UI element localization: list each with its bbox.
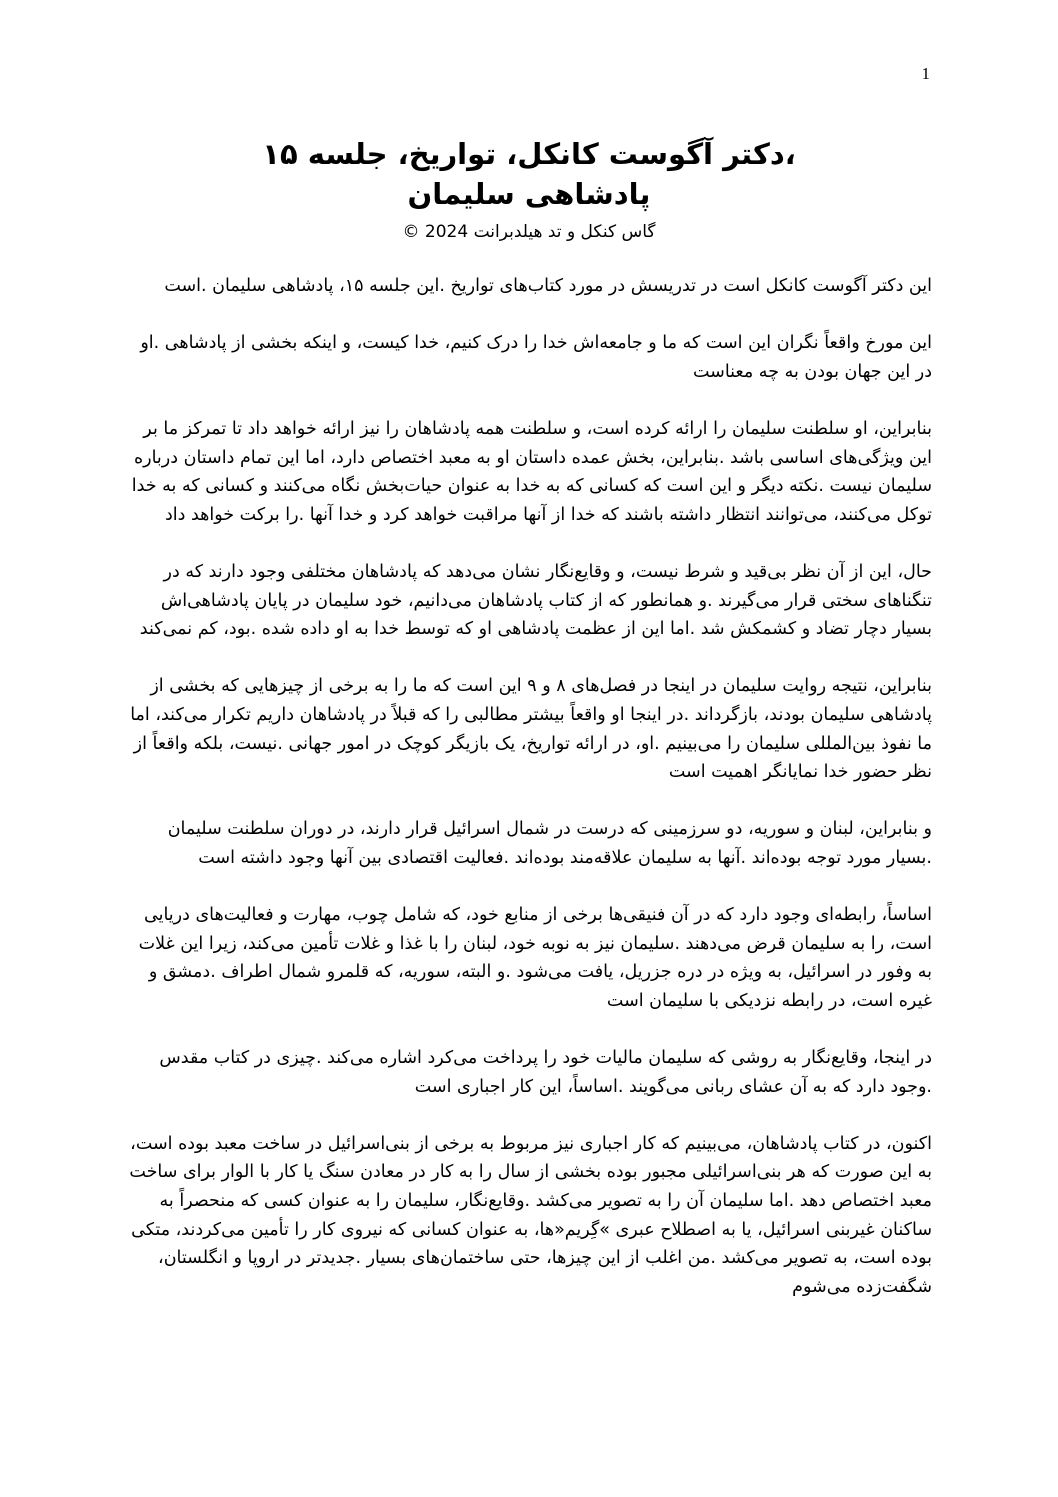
title-block xyxy=(0,134,1058,245)
copyright-notice: گاس کنکل و تد هیلدبرانت 2024 © xyxy=(402,222,656,242)
paragraph: و بنابراین، لبنان و سوریه، دو سرزمینی که درست در شمال اسرائیل قرار دارند، در دوران سلطنت سلیمان .بسیار مورد توجه بوده‌اند .آنها به سلیمان علاقه‌مند بوده‌اند .فعالیت اقتصادی بین آنها وجود داشته است xyxy=(167,819,932,868)
document-title-line-1: ،دکتر آگوست کانکل، تواریخ، جلسه ۱۵ xyxy=(262,137,796,171)
paragraph: حال، این از آن نظر بی‌قید و شرط نیست، و وقایع‌نگار نشان می‌دهد که پادشاهان مختلفی وجود دارند که در تنگناهای سختی قرار می‌گیرند .و همانطور که از کتاب پادشاهان می‌دانیم، خود سلیمان در پایان پادشاهی‌اش بسیار دچار تضاد و کشمکش شد .اما این از عظمت پادشاهی او که توسط خدا به او داده شده .بود، کم نمی‌کند xyxy=(139,561,932,640)
document-body xyxy=(126,272,932,1330)
paragraph: بنابراین، او سلطنت سلیمان را ارائه کرده است، و سلطنت همه پادشاهان را نیز ارائه خواهد داد تا تمرکز ما بر این ویژگی‌های اساسی باشد .بنابراین، بخش عمده داستان او به معبد اختصاص دارد، اما این تمام داستان درباره سلیمان نیست .نکته دیگر و این است که کسانی که به خدا به عنوان حیات‌بخش نگاه می‌کنند و کسانی که به خدا توکل می‌کنند، می‌توانند انتظار داشته باشند که خدا از آنها مراقبت خواهد کرد و خدا آنها .را برکت خواهد داد xyxy=(131,418,932,525)
paragraph: اکنون، در کتاب پادشاهان، می‌بینیم که کار اجباری نیز مربوط به برخی از بنی‌اسرائیل در ساخت معبد بوده است، به این صورت که هر بنی‌اسرائیلی مجبور بوده بخشی از سال را به کار در معادن سنگ یا کار با الوار برای ساخت معبد اختصاص دهد .اما سلیمان آن را به تصویر می‌کشد .وقایع‌نگار، سلیمان را به عنوان کسی که منحصراً به ساکنان غیربنی اسرائیل، یا به اصطلاح عبری »گِریم«ها، به عنوان کسانی که نیروی کار را تأمین می‌کردند، متکی بوده است، به تصویر می‌کشد .من اغلب از این چیزها، حتی ساختمان‌های بسیار .جدیدتر در اروپا و انگلستان، شگفت‌زده می‌شوم xyxy=(129,1133,932,1297)
paragraph: در اینجا، وقایع‌نگار به روشی که سلیمان مالیات خود را پرداخت می‌کرد اشاره می‌کند .چیزی در کتاب مقدس .وجود دارد که به آن عشای ربانی می‌گویند .اساساً، این کار اجباری است xyxy=(159,1048,932,1097)
paragraph: بنابراین، نتیجه روایت سلیمان در اینجا در فصل‌های ۸ و ۹ این است که ما را به برخی از چیزهایی که بخشی از پادشاهی سلیمان بودند، بازگرداند .در اینجا او واقعاً بیشتر مطالبی را که قبلاً در پادشاهان داریم تکرار می‌کند، اما ما نفوذ بین‌المللی سلیمان را می‌بینیم .او، در ارائه تواریخ، یک بازیگر کوچک در امور جهانی .نیست، بلکه واقعاً از نظر حضور خدا نمایانگر اهمیت است xyxy=(130,676,932,783)
page-number: 1 xyxy=(921,64,930,83)
paragraph: این دکتر آگوست کانکل است در تدریسش در مورد کتاب‌های تواریخ .این جلسه ۱۵، پادشاهی سلیمان .است xyxy=(164,276,932,296)
document-title-line-2: پادشاهی سلیمان xyxy=(407,177,651,211)
paragraph: این مورخ واقعاً نگران این است که ما و جامعه‌اش خدا را درک کنیم، خدا کیست، و اینکه بخشی از پادشاهی .او در این جهان بودن به چه معناست xyxy=(140,333,932,382)
paragraph: اساساً، رابطه‌ای وجود دارد که در آن فنیقی‌ها برخی از منابع خود، که شامل چوب، مهارت و فعالیت‌های دریایی است، را به سلیمان قرض می‌دهند .سلیمان نیز به نوبه خود، لبنان را با غذا و غلات تأمین می‌کند، زیرا این غلات به وفور در اسرائیل، به ویژه در دره جزریل، یافت می‌شود .و البته، سوریه، که قلمرو شمال اطراف .دمشق و غیره است، در رابطه نزدیکی با سلیمان است xyxy=(138,905,932,1011)
